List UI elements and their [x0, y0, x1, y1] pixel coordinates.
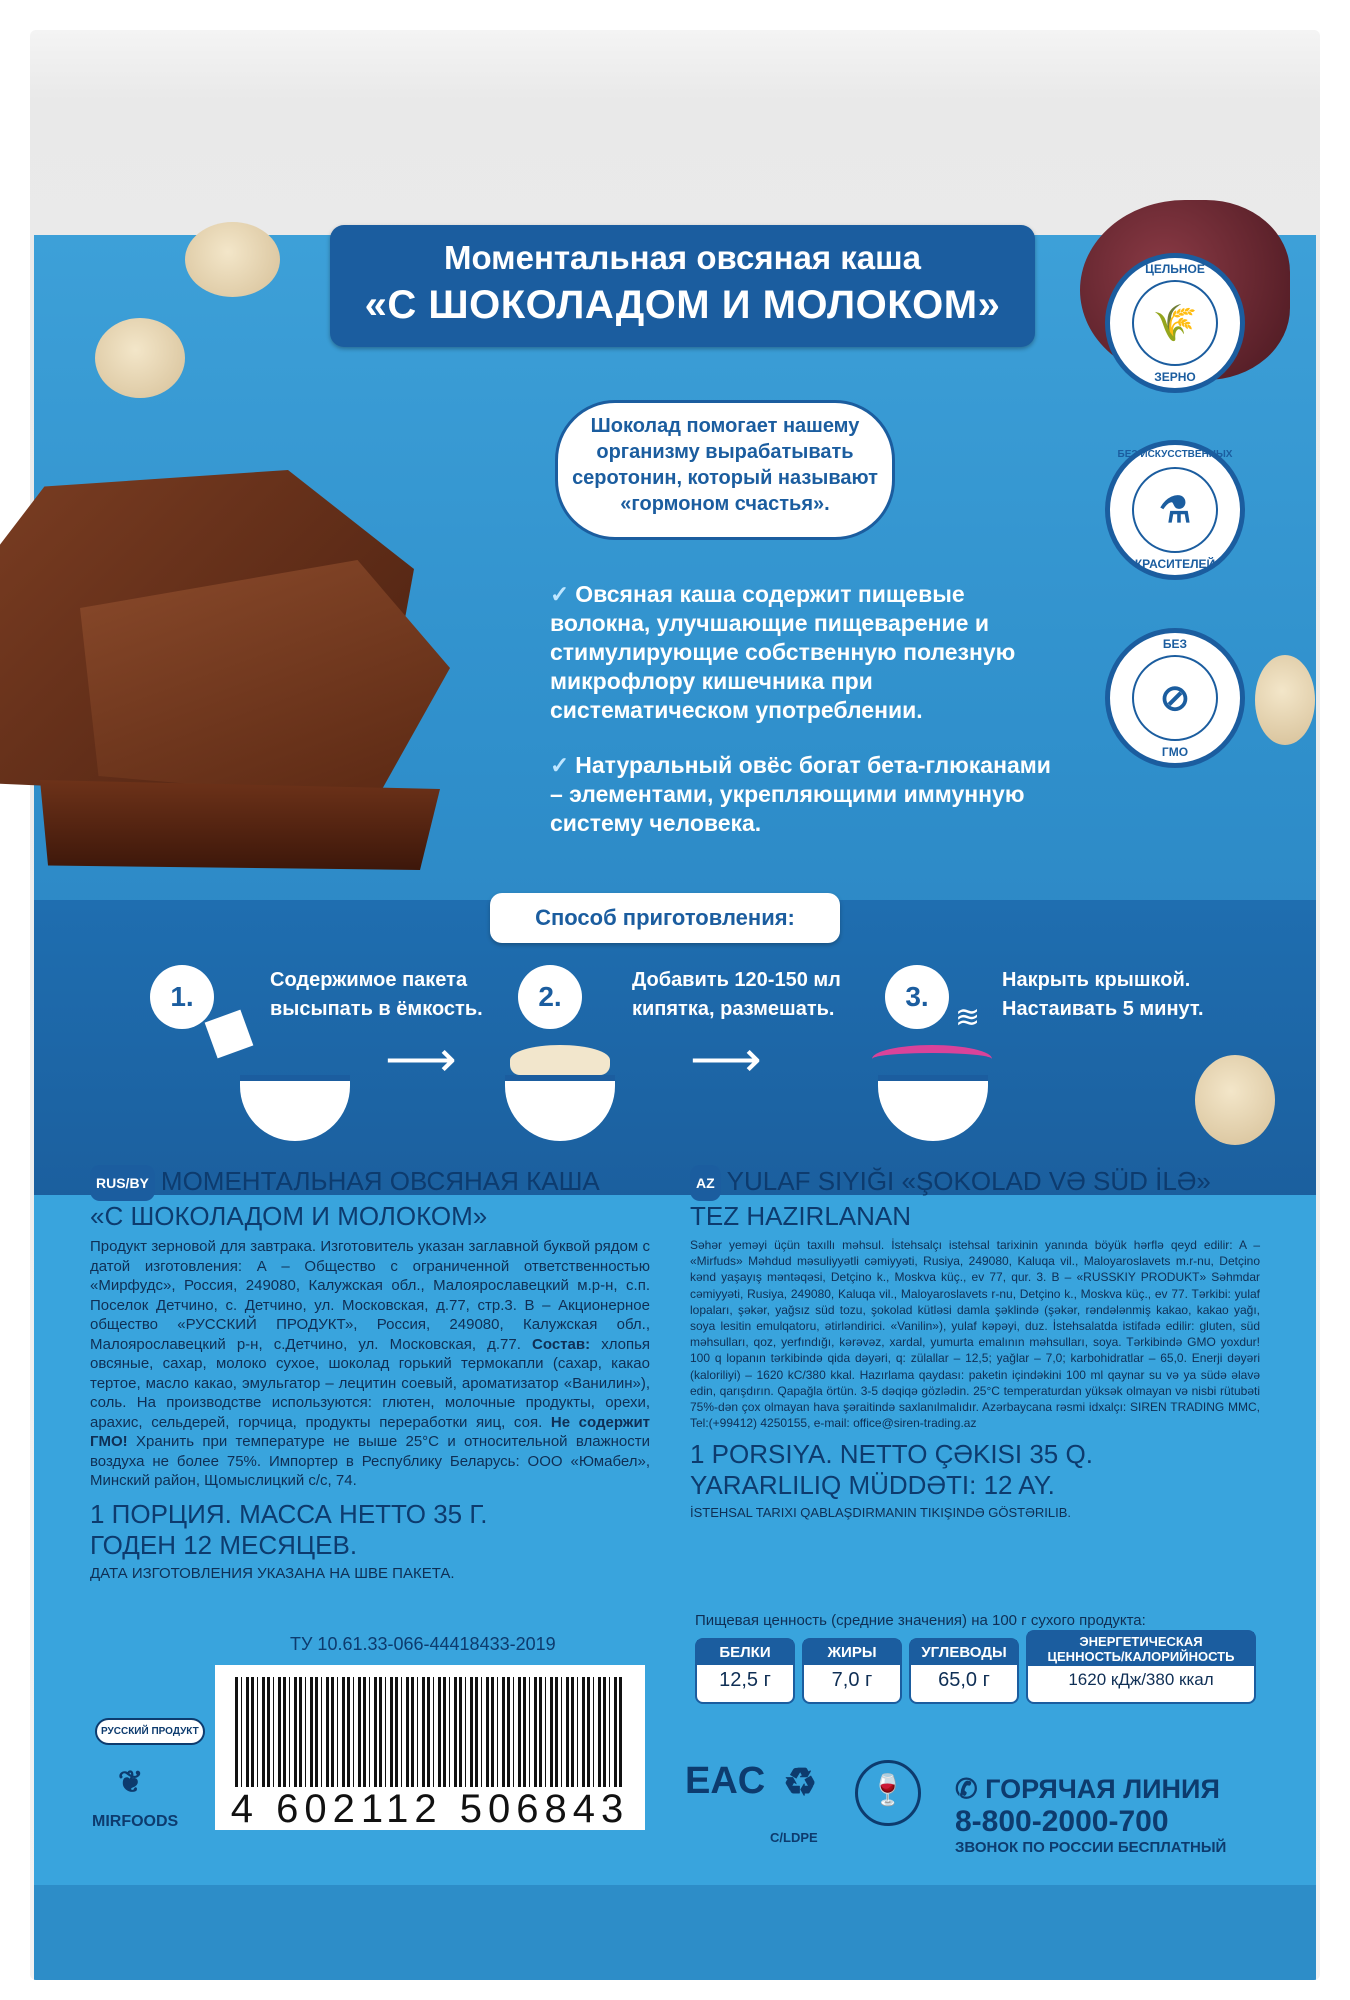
- food-safe-icon: 🍷: [855, 1760, 921, 1826]
- ru-language-tag: RUS/BY: [90, 1165, 155, 1201]
- product-title-box: [330, 225, 1035, 347]
- recycle-icon: ♻: [782, 1762, 818, 1804]
- benefit-item: ✓ Натуральный овёс богат бета-глюканами – элементами, укрепляющими иммунную систему человека.: [550, 752, 1051, 836]
- russkiy-produkt-logo: РУССКИЙ ПРОДУКТ: [95, 1718, 205, 1745]
- az-heading: AZ YULAF SIYIĞI «ŞOKOLAD VƏ SÜD İLƏ»: [690, 1165, 1260, 1201]
- ru-heading: RUS/BY МОМЕНТАЛЬНАЯ ОВСЯНАЯ КАША: [90, 1165, 650, 1201]
- barcode: [215, 1665, 645, 1830]
- ru-info-block: [90, 1165, 650, 1582]
- benefit-item: ✓ Овсяная каша содержит пищевые волокна, улучшающие пищеварение и стимулирующие собственную полезную микрофлору кишечника при систематическом употреблении.: [550, 581, 1016, 723]
- check-icon: ✓: [550, 752, 570, 778]
- az-portion: 1 PORSIYA. NETTO ÇƏKISI 35 Q.: [690, 1439, 1093, 1470]
- tu-standard: ТУ 10.61.33-066-44418433-2019: [290, 1634, 556, 1654]
- hotline-title: ✆ ГОРЯЧАЯ ЛИНИЯ: [955, 1774, 1220, 1804]
- step-2-text: Добавить 120-150 мл кипятка, размешать.: [632, 969, 841, 1020]
- flask-icon: ⚗: [1132, 467, 1218, 553]
- bottom-strip: [34, 1885, 1316, 1980]
- az-info-block: [690, 1165, 1260, 1520]
- hotline-block: [955, 1774, 1226, 1856]
- az-date-note: İSTEHSAL TARIXI QABLAŞDIRMANIN TIKIŞINDƏ GÖSTƏRILIB.: [690, 1505, 1071, 1521]
- product-title-line1: Моментальная овсяная каша: [443, 239, 922, 276]
- az-language-tag: AZ: [690, 1165, 721, 1201]
- hotline-phone: 8-800-2000-700: [955, 1805, 1169, 1838]
- ru-shelf-life: ГОДЕН 12 МЕСЯЦЕВ.: [90, 1529, 358, 1560]
- ru-heading-2: «С ШОКОЛАДОМ И МОЛОКОМ»: [90, 1201, 488, 1231]
- az-heading-2: TEZ HAZIRLANAN: [690, 1201, 912, 1231]
- no-gmo-badge: БЕЗ ⊘ ГМО: [1105, 628, 1245, 768]
- barcode-number: 4 602112 506843: [230, 1787, 630, 1831]
- step-1-text: Содержимое пакета высыпать в ёмкость.: [270, 969, 483, 1020]
- oat-flake-image: [95, 318, 185, 398]
- phone-icon: ✆: [955, 1774, 986, 1804]
- step-3-text: Накрыть крышкой. Настаивать 5 минут.: [1002, 969, 1204, 1020]
- ru-description: Продукт зерновой для завтрака. Изготовитель указан заглавной буквой рядом с датой изготовления: А – Общество с ограниченной ответственностью «Мирфудс», Россия, 249080, Калужская обл., Малоярославецкий м.р-н, с.п. Поселок Детчино, с. Детчино, ул. Московская, д.77, стр.3. В – Акционерное общество «РУССКИЙ ПРОДУКТ», Россия, 249080, Калужская обл., Малоярославецкий р-н, с.Детчино, ул. Московская, д.77. Состав: хлопья овсяные, сахар, молоко сухое, шоколад горький термокапли (сахар, какао тертое, масло какао, эмульгатор – лецитин соевый, ароматизатор «Ванилин»), соль. На производстве используются: глютен, молочные продукты, орехи, арахис, сельдерей, горчица, продукты переработки яиц, соя. Не содержит ГМО! Хранить при температуре не выше 25°С и относительной влажности воздуха не более 75%. Импортер в Республику Беларусь: ООО «Юмабел», Минский район, Щомыслицкий с/с, 74.: [90, 1238, 651, 1489]
- preparation-title: Способ приготовления:: [490, 893, 840, 943]
- eac-mark: EAC: [685, 1760, 766, 1802]
- az-shelf-life: YARARLILIQ MÜDDƏTI: 12 AY.: [690, 1470, 1055, 1501]
- step-2-number: 2.: [518, 965, 582, 1029]
- mirfoods-leaf-icon: ❦: [118, 1766, 144, 1799]
- corn-icon: ⊘: [1132, 655, 1218, 741]
- nutrition-protein: БЕЛКИ 12,5 г: [695, 1638, 795, 1704]
- mirfoods-logo: MIRFOODS: [92, 1813, 179, 1830]
- oat-flake-image: [1195, 1055, 1275, 1145]
- whole-grain-badge: ЦЕЛЬНОЕ 🌾 ЗЕРНО: [1105, 253, 1245, 393]
- serotonin-bubble: Шоколад помогает нашему организму вырабатывать серотонин, который называют «гормоном счастья».: [555, 400, 895, 540]
- chocolate-bar-image: [40, 780, 440, 870]
- ru-portion: 1 ПОРЦИЯ. МАССА НЕТТО 35 Г.: [90, 1498, 488, 1529]
- nutrition-energy: ЭНЕРГЕТИЧЕСКАЯ ЦЕННОСТЬ/КАЛОРИЙНОСТЬ 1620 кДж/380 ккал: [1026, 1630, 1256, 1704]
- step-1-number: 1.: [150, 965, 214, 1029]
- steam-icon: ≋: [955, 1001, 981, 1034]
- step-3-number: 3.: [885, 965, 949, 1029]
- arrow-icon: ⟶: [385, 1031, 457, 1087]
- nutrition-carbs: УГЛЕВОДЫ 65,0 г: [909, 1638, 1019, 1704]
- product-title-line2: «С ШОКОЛАДОМ И МОЛОКОМ»: [364, 283, 1001, 327]
- porridge-icon: [510, 1045, 610, 1075]
- no-dyes-badge: БЕЗ ИСКУССТВЕННЫХ ⚗ КРАСИТЕЛЕЙ: [1105, 440, 1245, 580]
- hotline-note: ЗВОНОК ПО РОССИИ БЕСПЛАТНЫЙ: [955, 1839, 1227, 1856]
- ru-date-note: ДАТА ИЗГОТОВЛЕНИЯ УКАЗАНА НА ШВЕ ПАКЕТА.: [90, 1564, 455, 1582]
- az-description: Səhər yeməyi üçün taxıllı məhsul. İstehsalçı istehsal tarixinin yanında böyük hərflə qeyd edilir: A – «Mirfuds» Məhdud məsuliyyətli cəmiyyəti, Rusiya, 249080, Kaluqa vil., Maloyaroslavets m.r-nu, Detçino kənd yaşayış məntəqəsi, Detçino k., Moskva küç., ev 77, qur. 3. B – «RUSSKIY PRODUKT» Səhmdar cəmiyyəti, Rusiya, 249080, Kaluqa vil., Maloyaroslavets r-nu, Detçino k., Moskva küç., ev 77. Tərkibi: yulaf lopaları, şəkər, yağsız süd tozu, şokolad kütləsi damla şəklində (şəkər, rəndələnmiş kakao, kakao yağı, soya lesitin emulqatoru, ətirləndirici. «Vanilin»), yulaf kəpəyi, duz. İstehsalatda istifadə edilir: gluten, süd məhsulları, qoz, yerfındığı, kərəvəz, xardal, yumurta emalının məhsulları, soya. Tərkibində GMO yoxdur! 100 q lopanın tərkibində qida dəyəri, q: zülallar – 12,5; yağlar – 7,0; karbohidratlar – 65,0. Enerji dəyəri (kaloriliyi) – 1620 kC/380 kkal. Hazırlama qaydası: paketin içindəkini 100 ml qaynar su və ya südə əlavə edin, qarışdırın. Qapağla örtün. 3-5 dəqiqə gözlədin. 25°C temperaturdan yüksək olmayan və nisbi rütubəti 75%-dən çox olmayan hava şəraitində saxlanılmalıdır. Azərbaycana rəsmi idxalçı: SIREN TRADING MMC, Tel:(+99412) 4250155, e-mail: office@siren-trading.az: [690, 1238, 1260, 1431]
- lid-icon: [872, 1045, 992, 1073]
- nutrition-title: Пищевая ценность (средние значения) на 100 г сухого продукта:: [695, 1612, 1146, 1629]
- check-icon: ✓: [550, 581, 570, 607]
- arrow-icon: ⟶: [690, 1031, 762, 1087]
- wheat-icon: 🌾: [1132, 280, 1218, 366]
- oat-flake-image: [1255, 655, 1315, 745]
- barcode-bars: [235, 1677, 625, 1787]
- recycle-label: C/LDPE: [770, 1830, 818, 1845]
- benefits-list: [550, 580, 1070, 864]
- oat-flake-image: [185, 222, 280, 297]
- nutrition-fat: ЖИРЫ 7,0 г: [802, 1638, 902, 1704]
